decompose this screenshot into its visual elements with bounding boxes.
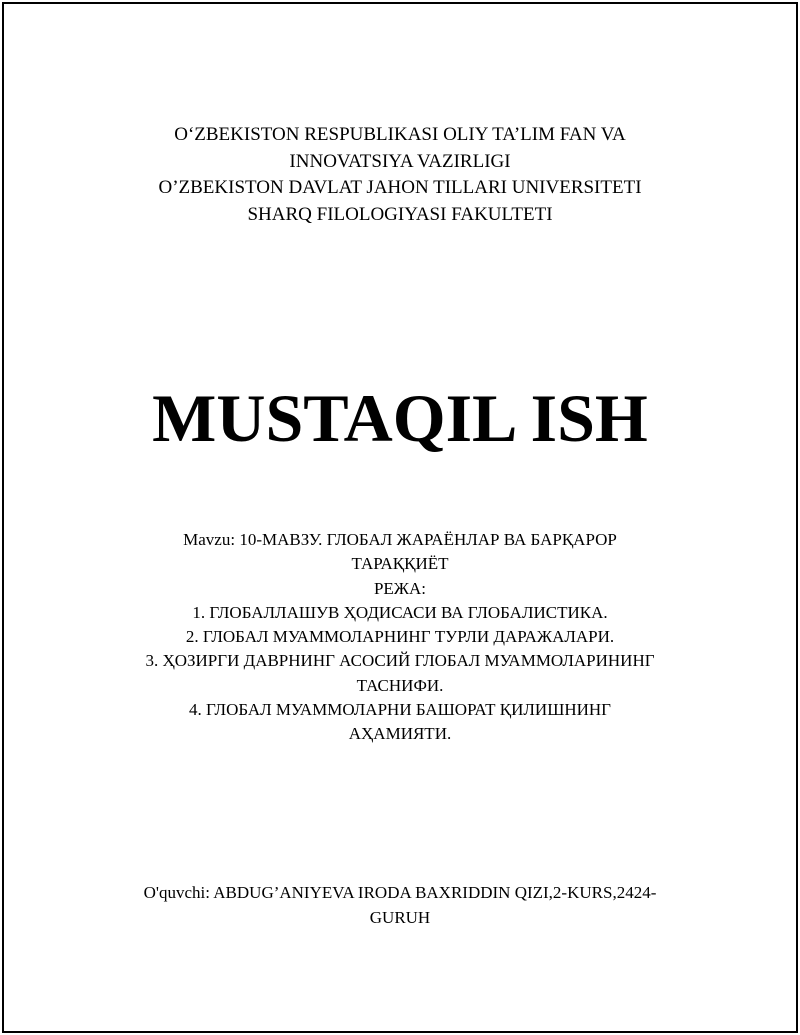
header-line: SHARQ FILOLOGIYASI FAKULTETI [247,203,553,225]
student-info [0,880,800,930]
header-line: O‘ZBEKISTON RESPUBLIKASI OLIY TA’LIM FAN VA [174,124,626,145]
student-line: O'quvchi: ABDUG’ANIYEVA IRODA BAXRIDDIN QIZI,2-KURS,2424- [143,883,657,902]
institution-header [0,122,800,228]
header-line: O’ZBEKISTON DAVLAT JAHON TILLARI UNIVERSITETI [158,177,642,198]
plan-item: 2. ГЛОБАЛ МУАММОЛАРНИНГ ТУРЛИ ДАРАЖАЛАРИ. [185,627,615,647]
plan-item: АҲАМИЯТИ. [348,724,452,744]
plan-item: 1. ГЛОБАЛЛАШУВ ҲОДИСАСИ ВА ГЛОБАЛИСТИКА. [192,602,608,622]
student-line: GURUH [369,908,431,927]
topic-line: Mavzu: 10-МАВЗУ. ГЛОБАЛ ЖАРАЁНЛАР ВА БАРҚАРОР [183,530,617,549]
topic-line: ТАРАҚҚИЁТ [351,554,449,574]
plan-heading: РЕЖА: [373,578,427,598]
header-line: INNOVATSIYA VAZIRLIGI [289,150,511,172]
topic-and-plan [0,528,800,747]
plan-item: ТАСНИФИ. [356,675,444,695]
document-title: MUSTAQIL ISH [152,380,648,456]
plan-item: 4. ГЛОБАЛ МУАММОЛАРНИ БАШОРАТ ҚИЛИШНИНГ [188,700,612,720]
plan-item: 3. ҲОЗИРГИ ДАВРНИНГ АСОСИЙ ГЛОБАЛ МУАММОЛАРИНИНГ [145,651,655,671]
